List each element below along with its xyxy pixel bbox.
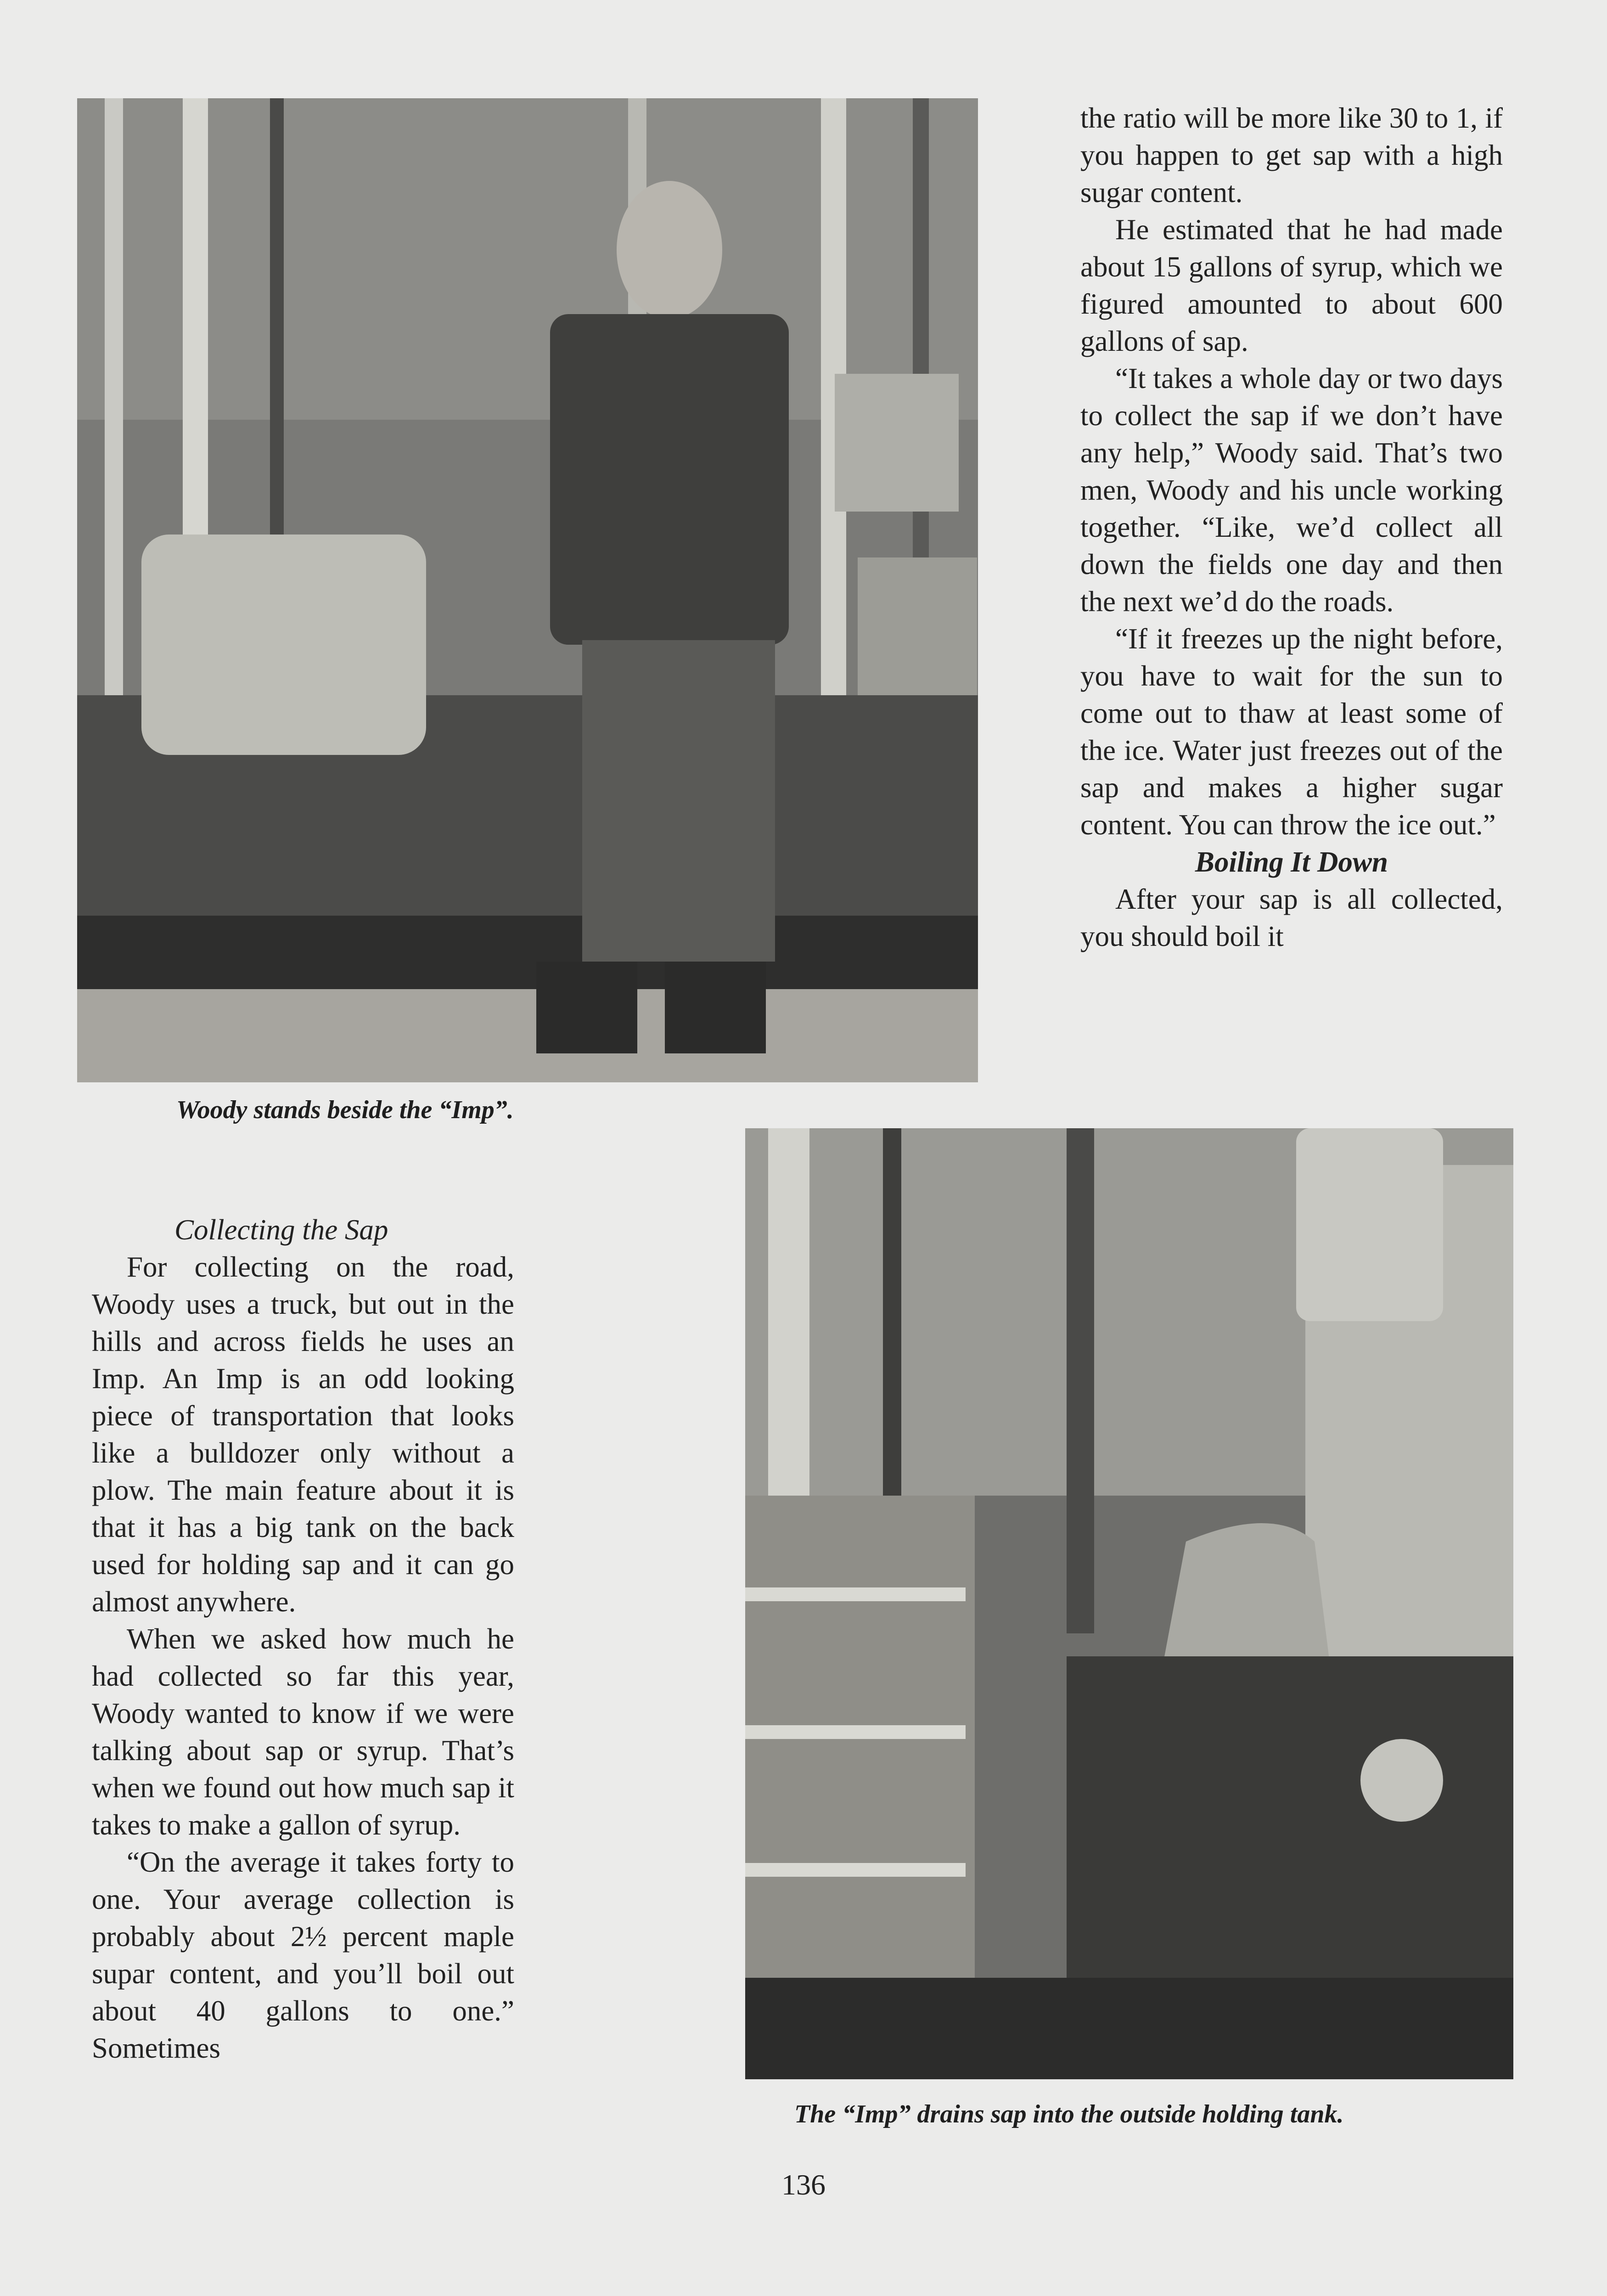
right-paragraph-4: “If it freezes up the night before, you have to wait for the sun to come out to thaw at least some of the ice. Water just freezes out of the sap and makes a higher sugar content. You can throw the ice out.” <box>1080 623 1503 841</box>
photo2-caption: The “Imp” drains sap into the outside holding tank. <box>794 2100 1344 2128</box>
right-paragraph-2: He estimated that he had made about 15 gallons of syrup, which we figured amounted to about 600 gallons of sap. <box>1080 214 1503 357</box>
page-number: 136 <box>781 2168 826 2201</box>
photo-woody-beside-imp <box>77 98 978 1082</box>
section-heading-collecting: Collecting the Sap <box>174 1214 388 1246</box>
left-paragraph-2: When we asked how much he had collected so far this year, Woody wanted to know if we were talking about sap or syrup. That’s when we found out how much sap it takes to make a gallon of syrup. <box>92 1623 514 1841</box>
left-paragraph-1: For collecting on the road, Woody uses a truck, but out in the hills and across fields he uses an Imp. An Imp is an odd looking piece of transportation that looks like a bulldozer only without a plow. The main feature about it is that it has a big tank on the back used for holding sap and it can go almost anywhere. <box>92 1251 514 1618</box>
photo-woody-graphic <box>77 98 978 1082</box>
photo1-caption: Woody stands beside the “Imp”. <box>176 1096 514 1124</box>
right-text-column <box>1080 100 1503 955</box>
right-paragraph-3: “It takes a whole day or two days to collect the sap if we don’t have any help,” Woody said. That’s two men, Woody and his uncle working together. “Like, we’d collect all down the fields one day and then the next we’d do the roads. <box>1080 362 1503 618</box>
right-paragraph-1: the ratio will be more like 30 to 1, if you happen to get sap with a high sugar content. <box>1080 102 1503 208</box>
left-text-column <box>92 1211 514 2067</box>
section-heading-boiling: Boiling It Down <box>1195 846 1388 878</box>
photo-imp-draining-sap <box>745 1128 1513 2079</box>
left-paragraph-3: “On the average it takes forty to one. Your average collection is probably about 2½ percent maple supar content, and you’ll boil out about 40 gallons to one.” Sometimes <box>92 1846 514 2064</box>
photo-imp-graphic <box>745 1128 1513 2079</box>
right-paragraph-5: After your sap is all collected, you should boil it <box>1080 883 1503 952</box>
